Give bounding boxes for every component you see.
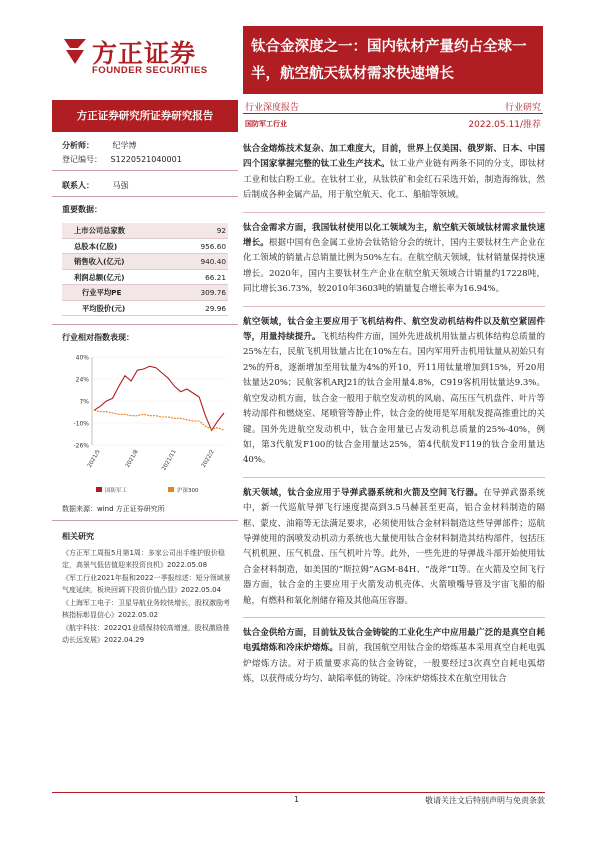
key-data-table <box>62 223 228 316</box>
divider <box>243 306 545 307</box>
paragraph-text: 钛工业产业链有两条不同的分支，即钛材工业和钛白粉工业。在钛材工业，从钛铁矿和金红石采选开始，制造海绵钛，然后制成各种金属产品，用于航空航天、化工、船舶等领域。 <box>243 159 545 201</box>
contact-label: 联系人： <box>62 181 94 190</box>
body-paragraph <box>243 626 545 688</box>
legend-label: 沪深300 <box>177 488 199 494</box>
report-title <box>243 26 543 94</box>
table-row: 上市公司总家数 92 <box>62 223 228 239</box>
legend-label: 国防军工 <box>105 488 128 494</box>
related-report-link[interactable]: 《方正军工周报5月第1周：多家公司出手维护股价稳定，高景气低估值迎来投资良机》2022.05.08 <box>62 549 225 569</box>
table-row: 平均股价(元) 29.96 <box>62 301 228 317</box>
report-title-line-1: 钛合金深度之一：国内钛材产量约占全球一 <box>251 39 527 55</box>
paragraph-lead: 航空领域，钛合金主要应用于飞机结构件、航空发动机结构件以及航空紧固件等，用量持续提升。 <box>243 316 545 343</box>
date-rating: 2022.05.11/推荐 <box>468 120 541 130</box>
divider <box>52 196 238 197</box>
paragraph-lead: 航天领域，钛合金应用于导弹武器系统和火箭及空间飞行器。 <box>243 487 484 498</box>
report-title-line-2: 半，航空航天钛材需求快速增长 <box>251 66 454 82</box>
founder-securities-logo <box>62 34 227 80</box>
x-tick-label: 2021/11 <box>161 449 178 472</box>
related-report-link[interactable]: 《航宇科技：2022Q1业绩保持较高增速，股权激励推动长远发展》2022.04.29 <box>62 624 230 644</box>
paragraph-text: 根据中国有色金属工业协会钛锆铪分会的统计，国内主要钛材生产企业在化工领域的销量占总销量比例为50%左右。在航空航天领域，钛材销量保持快速增长。2020年，国内主要钛材生产企业在航空航天领域合计销量约17228吨，同比增长36.73%，较2010年3603吨的销量复合增长率为16.94%。 <box>243 238 545 295</box>
divider <box>243 477 545 478</box>
logo-text-cn: 方正证券 <box>92 39 197 68</box>
chart-source: 数据来源：wind 方正证券研究所 <box>62 505 165 513</box>
related-reports-heading: 相关研究 <box>62 532 94 541</box>
table-row: 总股本(亿股) 956.60 <box>62 239 228 255</box>
meta-divider <box>243 113 543 114</box>
registration-number: S1220521040001 <box>110 155 182 164</box>
table-row: 行业平均PE 309.76 <box>62 285 228 301</box>
body-paragraph <box>243 486 545 609</box>
chart-svg <box>62 349 232 499</box>
divider <box>243 617 545 618</box>
registration-row <box>62 154 182 165</box>
divider <box>52 170 238 171</box>
table-row: 销售收入(亿元) 940.40 <box>62 254 228 270</box>
paragraph-lead: 钛合金需求方面，我国钛材使用以化工领域为主，航空航天领域钛材需求量快速增长。 <box>243 222 545 249</box>
body-paragraph <box>243 221 545 298</box>
legend-swatch <box>96 487 102 492</box>
sidebar <box>52 136 238 816</box>
page-number: 1 <box>294 795 300 804</box>
paragraph-lead: 钛合金熔炼技术复杂、加工难度大，目前，世界上仅美国、俄罗斯、日本、中国四个国家掌握完整的钛工业生产技术。 <box>243 144 545 170</box>
logo-text-en: FOUNDER SECURITIES <box>92 65 208 76</box>
chart-heading: 行业相对指数表现： <box>62 333 134 342</box>
paragraph-text: 飞机结构件方面，国外先进战机用钛量占机体结构总质量的25%左右，民航飞机用钛量占比在10%左右。国内军用歼击机用钛量从初始只有2%的歼8，逐渐增加至用钛量为4%的歼10，歼11用钛量增加到15%，歼20用钛量达20%；民航客机ARJ21的钛合金用量4.8%，C919客机用钛量达9.3%。航空发动机方面，钛合金一般用于航空发动机的风扇、高压压气机盘件、叶片等转动部件和燃烧室、尾喷管等静止件，钛合金的使用是军用航发提高推重比的关键。国外先进航空发动机中，钛合金用量已占发动机总质量的25%-40%，例如，第3代航发F100的钛合金用量达25%，第4代航发F119的钛合金用量达40%。 <box>243 332 545 466</box>
legend-swatch <box>168 487 174 492</box>
report-meta <box>243 100 543 136</box>
page-header <box>0 0 595 100</box>
y-tick-label: -10% <box>73 420 89 428</box>
series-line-defense <box>94 366 224 430</box>
paragraph-lead: 钛合金供给方面，目前钛及钛合金铸锭的工业化生产中应用最广泛的是真空自耗电弧熔炼和冷床炉熔炼。 <box>243 627 545 654</box>
analyst-name: 纪学博 <box>112 141 137 150</box>
page-footer <box>52 792 545 822</box>
y-tick-label: 24% <box>75 376 89 384</box>
y-tick-label: 40% <box>75 354 89 362</box>
contact-row <box>62 180 129 191</box>
report-body <box>243 142 545 696</box>
relative-index-chart <box>62 349 232 499</box>
paragraph-text: 目前，我国航空用钛合金的熔炼基本采用真空自耗电弧炉熔炼方法。对于质量要求高的钛合金铸锭，一般要经过3次真空自耗电弧熔炼，以获得成分均匀、缺陷率低的铸锭。冷床炉熔炼技术在航空用钛合 <box>243 643 545 685</box>
related-report-link[interactable]: 《上海军工电子：卫星导航业务较快增长，股权激励考核指标彰显信心》2022.05.02 <box>62 599 230 619</box>
logo-mark-icon <box>62 36 88 66</box>
x-tick-label: 2021/5 <box>86 449 102 469</box>
related-reports <box>62 531 234 647</box>
body-paragraph <box>243 315 545 469</box>
industry-label: 行业研究 <box>504 103 541 113</box>
research-institute-banner: 方正证券研究所证券研究报告 <box>52 100 238 132</box>
x-tick-label: 2022/2 <box>200 449 216 469</box>
disclaimer-note: 敬请关注文后特别声明与免责条款 <box>425 796 545 805</box>
key-data-heading: 重要数据： <box>62 205 102 214</box>
divider <box>243 212 545 213</box>
doc-type-label: 行业深度报告 <box>245 103 300 113</box>
y-tick-label: 7% <box>79 398 89 406</box>
analyst-label: 分析师： <box>62 141 94 150</box>
x-tick-label: 2021/8 <box>124 449 140 469</box>
y-tick-label: -26% <box>73 442 89 450</box>
table-row: 利润总额(亿元) 66.21 <box>62 270 228 286</box>
divider <box>52 324 238 325</box>
sector-label: 国防军工行业 <box>245 120 287 128</box>
contact-name: 马强 <box>112 181 129 190</box>
related-report-link[interactable]: 《军工行业2021年报和2022一季报综述：短分领域景气度延续，板块回调下投资价值凸显》2022.05.04 <box>62 574 231 594</box>
body-paragraph <box>243 142 545 204</box>
analyst-row <box>62 140 137 151</box>
divider <box>52 520 238 521</box>
registration-label: 登记编号： <box>62 155 102 164</box>
paragraph-text: 在导弹武器系统中，新一代巡航导弹飞行速度提高到3.5马赫甚至更高，铝合金材料制造的隔框、蒙皮、油箱等无法满足要求，必须使用钛合金材料制造这些导弹部件；巡航导弹使用的涡喷发动机动力系统也大量使用钛合金材料制造其结构部件，包括压气机机匣、压气机盘、压气机叶片等。此外，一些先进的导弹战斗部开始使用钛合金材料制造，如美国的“斯拉姆”AGM-84H、“战斧”II等。在火箭及空间飞行器方面，钛合金的主要应用于火箭发动机壳体、火箭喷嘴导管及宇宙飞船的船舱，有燃料和氧化剂储存箱及其他高压容器。 <box>243 487 545 606</box>
